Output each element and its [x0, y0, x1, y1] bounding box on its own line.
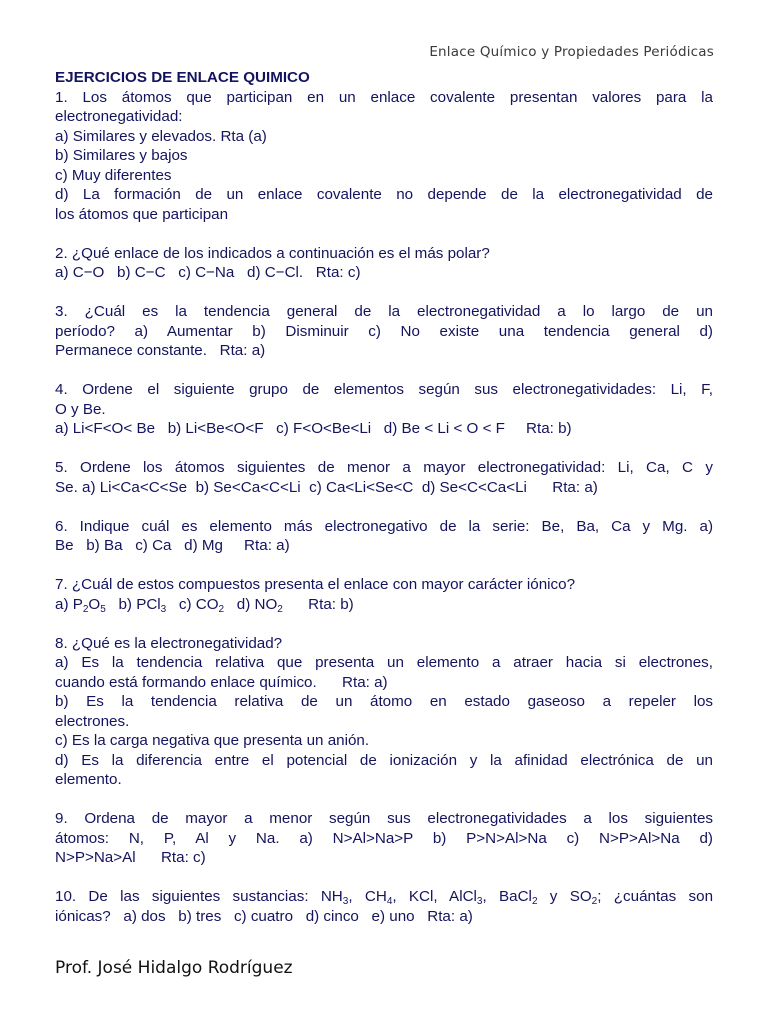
q7-option-b: b) PCl — [105, 595, 161, 613]
author-footer: Prof. José Hidalgo Rodríguez — [55, 958, 293, 978]
question-9-options: átomos: N, P, Al y Na. a) N>Al>Na>P b) P>N>Al>Na c) N>P>Al>Na d) — [55, 829, 713, 847]
running-header: Enlace Químico y Propiedades Periódicas — [429, 44, 714, 60]
question-2-text: 2. ¿Qué enlace de los indicados a continuación es el más polar? — [55, 244, 490, 262]
page-title: EJERCICIOS DE ENLACE QUIMICO — [55, 69, 310, 86]
question-8-option-d: d) Es la diferencia entre el potencial de ionización y la afinidad electrónica de un — [55, 751, 713, 769]
question-10-options: iónicas? a) dos b) tres c) cuatro d) cinco e) uno Rta: a) — [55, 907, 473, 925]
question-6-options: Be b) Ba c) Ca d) Mg Rta: a) — [55, 537, 290, 554]
question-3-options: período? a) Aumentar b) Disminuir c) No existe una tendencia general d) — [55, 322, 713, 340]
question-4-text: 4. Ordene el siguiente grupo de elementos según sus electronegatividades: Li, F, — [55, 381, 713, 398]
question-1-option-d: d) La formación de un enlace covalente no depende de la electronegatividad de — [55, 186, 713, 203]
question-1-option-c: c) Muy diferentes — [55, 166, 172, 184]
question-4-options: a) Li<F<O< Be b) Li<Be<O<F c) F<O<Be<Li d) Be < Li < O < F Rta: b) — [55, 420, 572, 437]
question-7-text: 7. ¿Cuál de estos compuestos presenta el enlace con mayor carácter iónico? — [55, 576, 576, 593]
question-4-text-cont: O y Be. — [55, 400, 106, 418]
question-8-option-b: b) Es la tendencia relativa de un átomo en estado gaseoso a repeler los — [55, 693, 713, 710]
q7-answer: Rta: b) — [282, 595, 354, 613]
question-6-text: 6. Indique cuál es elemento más electronegativo de la serie: Be, Ba, Ca y Mg. a) — [55, 517, 713, 535]
question-7-options: a) $P_2O_5$ b) PCl$_3$ c) $CO_2$ d) $NO_2$ Rta: b) — [55, 595, 354, 615]
question-1-option-b: b) Similares y bajos — [55, 147, 188, 164]
question-5-text: 5. Ordene los átomos siguientes de menor a mayor electronegatividad: Li, Ca, C y — [55, 459, 713, 476]
q7-option-c: c) CO — [166, 595, 219, 613]
question-5-options: Se. a) Li<Ca<C<Se b) Se<Ca<C<Li c) Ca<Li<Se<C d) Se<C<Ca<Li Rta: a) — [55, 478, 598, 496]
question-1-text: 1. Los átomos que participan en un enlace covalente presentan valores para la — [55, 88, 713, 106]
question-9-text: 9. Ordena de mayor a menor según sus electronegatividades a los siguientes — [55, 810, 713, 827]
question-8-option-b-cont: electrones. — [55, 712, 130, 730]
question-10-text: 10. De las siguientes sustancias: $NH_3$, $CH_4$, KCl, AlCl$_3$, BaCl$_2$ y $SO_2$; ¿cuántas son — [55, 888, 714, 907]
question-8-text: 8. ¿Qué es la electronegatividad? — [55, 634, 283, 652]
exercise-sheet — [55, 68, 713, 926]
question-8-option-a-cont: cuando está formando enlace químico. Rta: a) — [55, 673, 388, 691]
question-8-option-d-cont: elemento. — [55, 771, 122, 788]
question-1-option-a: a) Similares y elevados. Rta (a) — [55, 127, 267, 145]
question-9-options-cont: N>P>Na>Al Rta: c) — [55, 849, 206, 866]
question-8-option-a: a) Es la tendencia relativa que presenta un elemento a atraer hacia si electrones, — [55, 654, 713, 671]
question-8-option-c: c) Es la carga negativa que presenta un anión. — [55, 732, 370, 749]
q7-option-a: a) P — [55, 595, 83, 613]
question-2-options: a) C−O b) C−C c) C−Na d) C−Cl. Rta: c) — [55, 264, 361, 281]
question-3-options-cont: Permanece constante. Rta: a) — [55, 342, 266, 359]
question-1-text-cont: electronegatividad: — [55, 108, 183, 125]
q7-option-d: d) NO — [224, 595, 278, 613]
question-1-option-d-cont: los átomos que participan — [55, 205, 229, 223]
question-3-text: 3. ¿Cuál es la tendencia general de la electronegatividad a lo largo de un — [55, 303, 713, 320]
